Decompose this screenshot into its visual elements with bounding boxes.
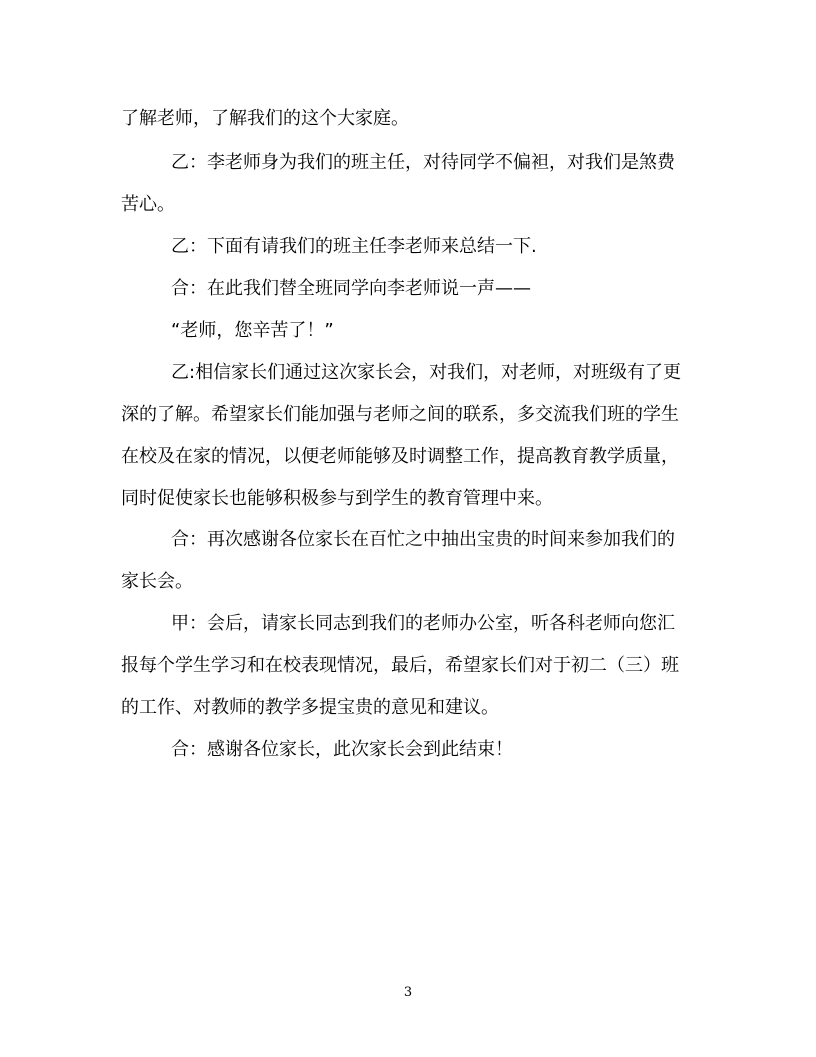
- text-line: 的工作、对教师的教学多提宝贵的意见和建议。: [121, 697, 499, 718]
- text-line: 同时促使家长也能够积极参与到学生的教育管理中来。: [121, 488, 553, 509]
- text-line: “老师，您辛苦了！”: [171, 320, 334, 341]
- text-line: 合：感谢各位家长，此次家长会到此结束！: [171, 739, 513, 760]
- text-line: 苦心。: [121, 194, 175, 215]
- text-line: 深的了解。希望家长们能加强与老师之间的联系，多交流我们班的学生: [121, 404, 679, 425]
- text-line: 了解老师，了解我们的这个大家庭。: [121, 108, 409, 129]
- text-line: 甲：会后，请家长同志到我们的老师办公室，听各科老师向您汇: [171, 613, 675, 634]
- text-line: 合：再次感谢各位家长在百忙之中抽出宝贵的时间来参加我们的: [171, 529, 675, 550]
- text-line: 乙：李老师身为我们的班主任，对待同学不偏袒，对我们是煞费: [171, 152, 675, 173]
- text-line: 家长会。: [121, 571, 193, 592]
- page-number: 3: [403, 985, 413, 1000]
- text-line: 报每个学生学习和在校表现情况，最后，希望家长们对于初二（三）班: [121, 655, 679, 676]
- text-line: 乙：下面有请我们的班主任李老师来总结一下.: [171, 236, 537, 257]
- text-line: 乙:相信家长们通过这次家长会，对我们，对老师，对班级有了更: [171, 362, 682, 383]
- text-line: 合：在此我们替全班同学向李老师说一声——: [171, 278, 531, 299]
- text-line: 在校及在家的情况，以便老师能够及时调整工作，提高教育教学质量，: [121, 446, 679, 467]
